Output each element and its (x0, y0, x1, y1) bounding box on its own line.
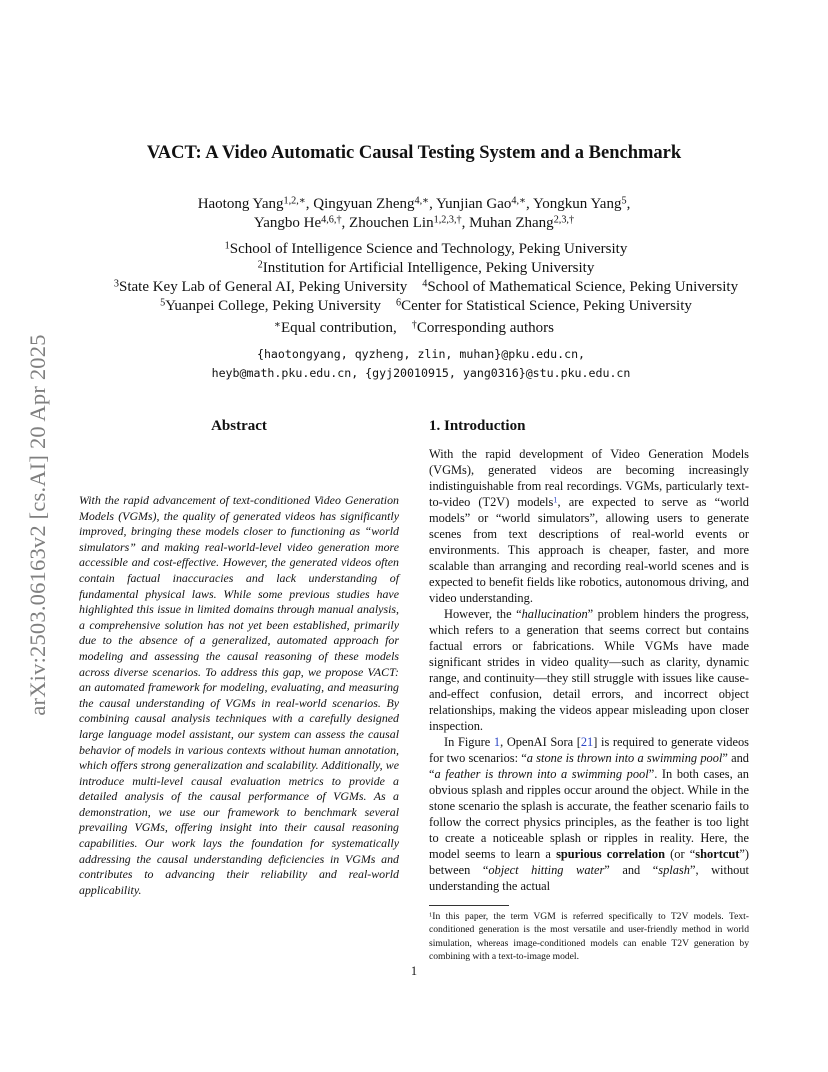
author: Yangbo $He^{4,6,\dagger}$, (253, 214, 350, 231)
footnote: $^1$In this paper, the term VGM is referred specifically to T2V models. Text-conditioned generation is the most versatile and user-friendly method in world simulation, whereas image-conditioned models can enable T2V generation by combining with a text-to-image model. (429, 911, 749, 962)
author-list (0, 195, 828, 233)
footnote-rule (429, 905, 509, 906)
author: Muhan Zhang$^{2,3,\dagger}$ (469, 214, 575, 231)
author: Qingyuan Zheng$^{4,∗}$, (313, 195, 437, 212)
email-block (0, 345, 828, 383)
intro-paragraph: However, the “hallucination” problem hinders the progress, which refers to a generation that seems correct but contains factual errors or fabrications. While VGMs have made significant strides in video quality—such as clarity, dynamic range, and continuity—they still struggle with issues like cause-and-effect confusion, detail errors, and incorrect object relationships, making the videos appear misleading upon closer inspection. (429, 607, 749, 733)
email-line: heyb@math.pku.edu.cn, {gyj20010915, yang0316}@stu.pku.edu.cn (211, 366, 631, 380)
contribution-note: ∗Equal contribution, †Corresponding authors (274, 319, 554, 336)
email-line: {haotongyang, qyzheng, zlin, muhan}@pku.edu.cn, (256, 347, 586, 361)
intro-paragraph: With the rapid development of Video Generation Models (VGMs), generated videos are becoming increasingly indistinguishable from real recordings. VGMs, particularly text-to-video (T2V) models$^1$, are expected to serve as “world models” or “world simulators”, allowing users to generate scenes from text descriptions of real-world events or environments. This approach is cheaper, faster, and more scalable than arranging and recording real-world scenes and is expected to benefit fields like robotics, autonomous driving, and video understanding. (429, 447, 749, 605)
figure-link[interactable]: 1 (493, 735, 501, 749)
footnote-link[interactable]: 1 (553, 494, 558, 505)
citation-link[interactable]: 21 (580, 735, 594, 749)
author: Haotong Yang$^{1,2,∗}$, (197, 195, 314, 212)
author: Yunjian Gao$^{4,∗}$, (436, 195, 533, 212)
author: Zhouchen Lin$^{1,2,3,\dagger}$, (349, 214, 470, 231)
affiliation-line: $^1$School of Intelligence Science and Technology, Peking University (224, 240, 628, 257)
abstract-text: With the rapid advancement of text-conditioned Video Generation Models (VGMs), the quality of generated videos has significantly improved, bringing these models closer to functioning as “world simulators” and making real-world-level video generation more accessible and cost-effective. However, the generated videos often contain factual inaccuracies and lack understanding of fundamental physical laws. While some previous studies have highlighted this issue in limited domains through manual analysis, a comprehensive solution has not yet been established, primarily due to the absence of a generalized, automated approach for modeling and assessing the causal reasoning of these models across diverse scenarios. To address this gap, we propose VACT: an automated framework for modeling, evaluating, and measuring the causal understanding of VGMs in real-world scenarios. By combining causal analysis techniques with a carefully designed large language model assistant, our system can assess the causal behavior of models in various contexts without human annotation, which offers strong generalization and scalability. Additionally, we introduce multi-level causal evaluation metrics to provide a detailed analysis of the causal performance of VGMs. As a demonstration, we use our framework to benchmark several prevailing VGMs, offering insight into their causal reasoning capabilities. Our work lays the foundation for systematically addressing the causal understanding deficiencies in VGMs and contributes to advancing their reliability and real-world applicability. (79, 493, 399, 897)
paper-title: VACT: A Video Automatic Causal Testing System and a Benchmark (146, 143, 682, 163)
introduction-heading: 1. Introduction (429, 418, 526, 434)
intro-paragraph: In Figure 1, OpenAI Sora [21] is required to generate videos for two scenarios: “a stone is thrown into a swimming pool” and “a feather is thrown into a swimming pool”. In both cases, an obvious splash and ripples occur around the object. While in the stone scenario the splash is accurate, the feather scenario fails to follow the correct physics principles, as the feather is too light to create a noticeable splash or ripples in reality. Here, the model seems to learn a spurious correlation (or “shortcut”) between “object hitting water” and “splash”, without understanding the actual (429, 735, 749, 893)
affiliation-line: $^5$Yuanpei College, Peking University $^6$Center for Statistical Science, Peking University (160, 297, 692, 314)
page-number: 1 (410, 964, 418, 978)
introduction-text (429, 446, 749, 894)
arxiv-id: arXiv:2503.06163v2 [cs.AI] 20 Apr 2025 (25, 334, 50, 716)
affiliation-list (0, 240, 828, 316)
affiliation-line: $^3$State Key Lab of General AI, Peking University $^4$School of Mathematical Science, Peking University (113, 278, 739, 295)
abstract-heading: Abstract (211, 418, 267, 434)
author: Yongkun Yang$^5$, (532, 195, 631, 212)
affiliation-line: $^2$Institution for Artificial Intelligence, Peking University (257, 259, 595, 276)
